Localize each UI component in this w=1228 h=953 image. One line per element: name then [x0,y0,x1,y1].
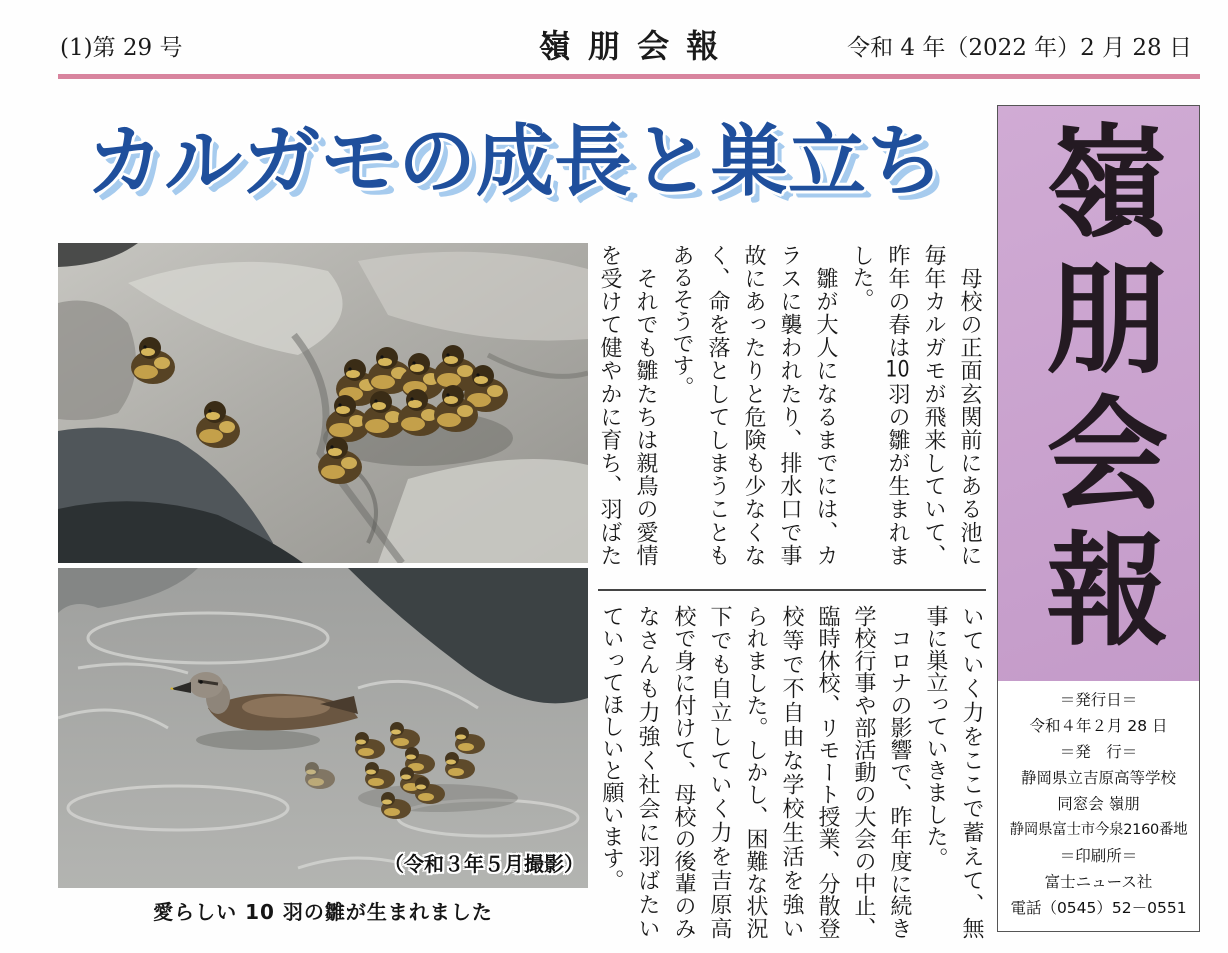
article-column: コロナの影響で、昨年度に続き [887,605,912,939]
article-column: 学校行事や部活動の大会の中止、 [851,605,876,939]
colophon-line: 静岡県富士市今泉2160番地 [1009,822,1188,838]
ducklings-on-rock-photo [58,243,588,563]
article-column: 臨時休校、リモート授業、分散登 [815,605,840,939]
article-column: 故にあったりと危険も少なくな [741,244,766,566]
colophon-line: ＝印刷所＝ [1059,847,1138,865]
duck-family-swimming-photo [58,568,588,888]
article-column: 昨年の春は10羽の雛が生まれま [885,244,910,566]
article-column: 校等で不自由な学校生活を強い [779,605,804,939]
article-column: 事に巣立っていきました。 [923,605,948,869]
article-divider [598,589,986,591]
colophon-line: 令和４年２月 28 日 [1029,717,1168,735]
article-column: それでも雛たちは親鳥の愛情 [633,244,658,566]
colophon-line: 静岡県立吉原高等学校 [1020,769,1176,787]
article-column: 下でも自立していく力を吉原高 [707,605,732,939]
photo-caption: 愛らしい 10 羽の雛が生まれました [153,900,493,924]
article-column: ラスに襲われたり、排水口で事 [777,244,802,566]
article-column: した。 [849,244,874,310]
header-rule [58,74,1200,79]
article-column: を受けて健やかに育ち、羽ばた [597,244,622,566]
article-column: 校で身に付けて、母校の後輩のみ [671,605,696,939]
masthead-background [998,106,1199,681]
photo-date-caption: （令和３年５月撮影） [384,852,584,876]
article-column: いていく力をここで蓄えて、無 [959,605,984,939]
article-column: られました。しかし、困難な状況 [743,605,768,939]
newsletter-name: 嶺 朋 会 報 [538,27,722,65]
article-column: 雛が大人になるまでには、カ [813,244,838,566]
article-column: あるそうです。 [669,244,694,398]
masthead-logo: 嶺朋会報 [1026,118,1170,662]
issue-number: (1)第 29 号 [60,35,183,61]
article-column: なさんも力強く社会に羽ばたい [635,605,660,939]
article-column: 毎年カルガモが飛来していて、 [921,244,946,566]
colophon-line: ＝発 行＝ [1059,743,1138,761]
colophon [998,687,1199,921]
colophon-line: 同窓会 嶺朋 [1057,795,1140,813]
colophon-line: ＝発行日＝ [1059,691,1138,709]
article-column: 母校の正面玄関前にある池に [957,244,982,566]
article-column: ていってほしいと願います。 [599,605,624,891]
headline: カルガモの成長と巣立ち [86,117,945,207]
article-column: く、命を落としてしまうことも [705,244,730,566]
issue-date: 令和 4 年（2022 年）2 月 28 日 [847,35,1192,61]
colophon-line: 電話（0545）52－0551 [1010,899,1187,917]
colophon-line: 富士ニュース社 [1044,873,1153,891]
masthead-panel [997,105,1200,932]
